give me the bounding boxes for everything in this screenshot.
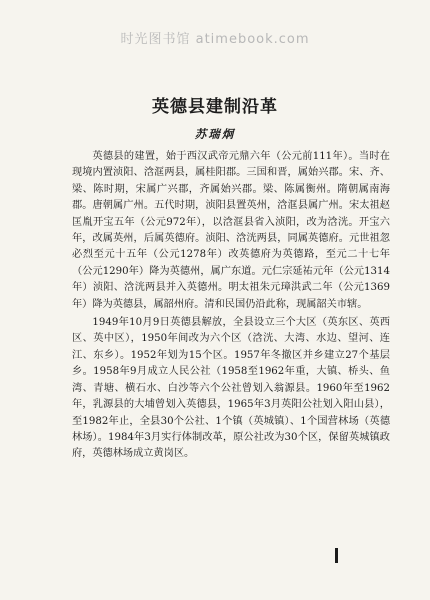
paragraph-modern: 1949年10月9日英德县解放，全县设立三个大区（英东区、英西区、英中区），1950年间改为六个区（浛洸、大湾、水边、望河、连江、东乡）。1952年划为15个区。1957年冬撤区并乡建立27个基层乡。1958年9月成立人民公社（1958至1962年重，大镇、桥头、鱼湾、青塘、横石水、白沙等六个公社曾划入翁源县。1960年至1962年，乳源县的大埔曾划入英德县，1965年3月英阳公社划入阳山县），至1982年止，全县30个公社、1个镇（英城镇）、1个国营林场（英德林场）。1984年3月实行体制改革，原公社改为30个区，保留英城镇政府，英德林场成立黄岗区。 — [72, 317, 390, 460]
page-number-mark — [335, 548, 338, 563]
author-name: 苏瑞炯 — [194, 127, 236, 141]
paragraph-history: 英德县的建置，始于西汉武帝元鼎六年（公元前111年）。当时在现境内置浈阳、浛洭两县，属桂阳郡。三国和晋，属始兴郡。宋、齐、梁、陈时期，宋属广兴郡，齐属始兴郡。梁、陈属衡州。隋朝属南海郡。唐朝属广州。五代时期，浈阳县置英州，浛洭县属广州。宋太祖赵匡胤开宝五年（公元972年），以浛洭县省入浈阳，改为浛洸。开宝六年，改属英州，后属英德府。浈阳、浛洸两县，同属英德府。元世祖忽必烈至元十五年（公元1278年）改英德府为英德路，至元二十七年（公元1290年）降为英德州，属广东道。元仁宗延祐元年（公元1314年）浈阳、浛洸两县并入英德州。明太祖朱元璋洪武二年（公元1369年）降为英德县，属韶州府。清和民国仍沿此称，现属韶关市辖。 — [72, 151, 390, 310]
article-title: 英德县建制沿革 — [152, 97, 278, 117]
article-body — [72, 149, 390, 463]
watermark: 时光图书馆 atimebook.com — [120, 32, 310, 47]
